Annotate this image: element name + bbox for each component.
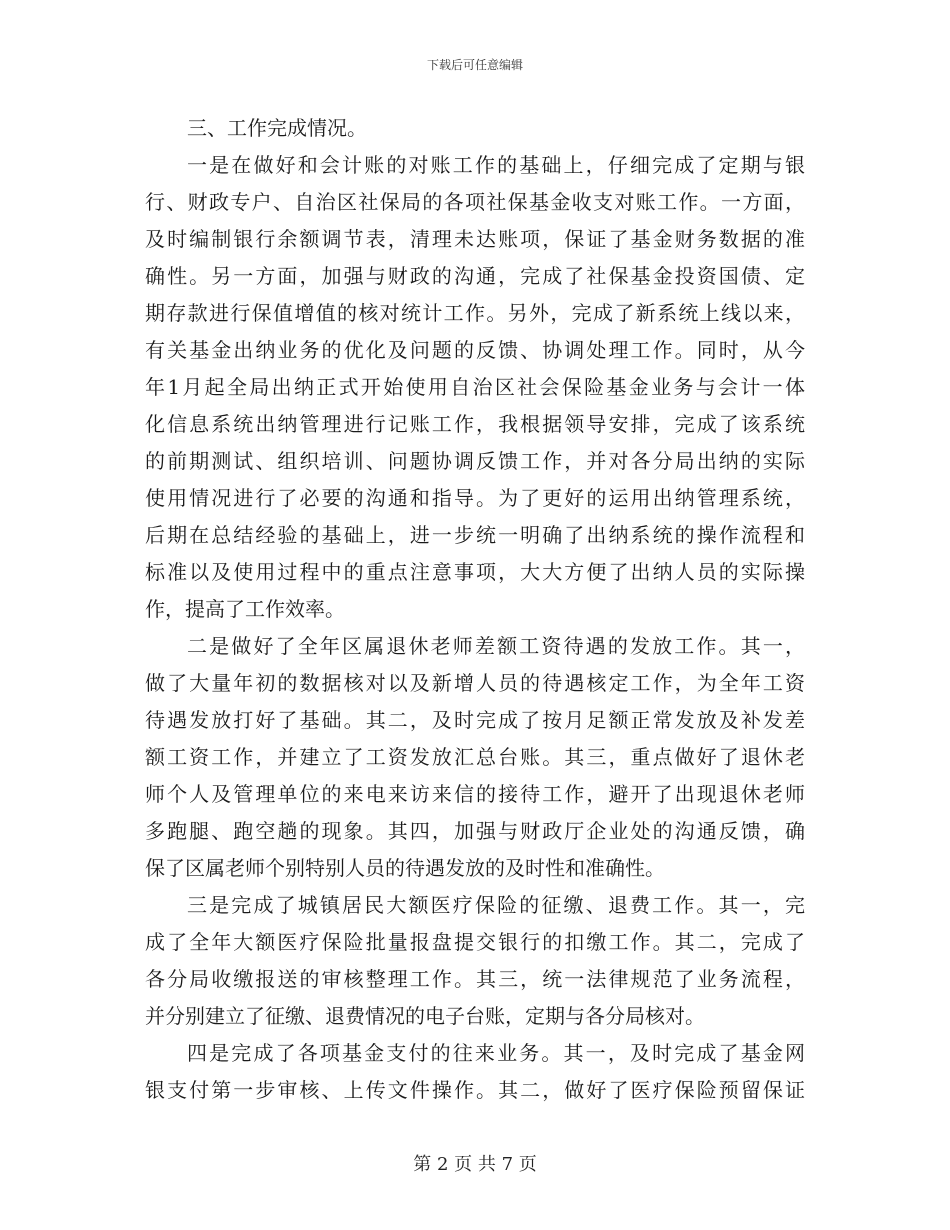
text-line: 期存款进行保值增值的核对统计工作。另外，完成了新系统上线以来， (145, 301, 805, 325)
text-line: 的前期测试、组织培训、问题协调反馈工作，并对各分局出纳的实际 (145, 449, 805, 473)
text-line: 有关基金出纳业务的优化及问题的反馈、协调处理工作。同时，从今 (145, 338, 805, 362)
text-line: 待遇发放打好了基础。其二，及时完成了按月足额正常发放及补发差 (145, 708, 805, 732)
text-line: 成了全年大额医疗保险批量报盘提交银行的扣缴工作。其二，完成了 (145, 930, 805, 954)
text-line: 保了区属老师个别特别人员的待遇发放的及时性和准确性。 (145, 856, 665, 880)
text-line: 作，提高了工作效率。 (145, 597, 345, 621)
page-number: 第 2 页 共 7 页 (413, 1154, 537, 1175)
text-line: 及时编制银行余额调节表，清理未达账项，保证了基金财务数据的准 (145, 227, 805, 251)
header-note: 下载后可任意编辑 (426, 58, 523, 72)
text-line: 做了大量年初的数据核对以及新增人员的待遇核定工作，为全年工资 (145, 671, 805, 695)
text-line: 四是完成了各项基金支付的往来业务。其一，及时完成了基金网 (187, 1041, 805, 1065)
text-line: 各分局收缴报送的审核整理工作。其三，统一法律规范了业务流程， (145, 967, 805, 991)
text-line: 行、财政专户、自治区社保局的各项社保基金收支对账工作。一方面， (145, 190, 805, 214)
text-line: 年1月起全局出纳正式开始使用自治区社会保险基金业务与会计一体 (145, 375, 805, 399)
text-line: 师个人及管理单位的来电来访来信的接待工作，避开了出现退休老师 (145, 782, 805, 806)
text-line: 后期在总结经验的基础上，进一步统一明确了出纳系统的操作流程和 (145, 523, 805, 547)
text-line: 标准以及使用过程中的重点注意事项，大大方便了出纳人员的实际操 (145, 560, 805, 584)
text-line: 确性。另一方面，加强与财政的沟通，完成了社保基金投资国债、定 (145, 264, 805, 288)
document-body (145, 110, 805, 1109)
text-line: 三、工作完成情况。 (187, 116, 367, 140)
text-line: 多跑腿、跑空趟的现象。其四，加强与财政厅企业处的沟通反馈，确 (145, 819, 805, 843)
text-line: 三是完成了城镇居民大额医疗保险的征缴、退费工作。其一，完 (187, 893, 805, 917)
text-line: 化信息系统出纳管理进行记账工作，我根据领导安排，完成了该系统 (145, 412, 805, 436)
text-line: 并分别建立了征缴、退费情况的电子台账，定期与各分局核对。 (145, 1004, 705, 1028)
text-line: 二是做好了全年区属退休老师差额工资待遇的发放工作。其一， (187, 634, 805, 658)
text-line: 银支付第一步审核、上传文件操作。其二，做好了医疗保险预留保证 (145, 1078, 805, 1102)
text-line: 一是在做好和会计账的对账工作的基础上，仔细完成了定期与银 (187, 153, 805, 177)
text-line: 使用情况进行了必要的沟通和指导。为了更好的运用出纳管理系统， (145, 486, 805, 510)
text-line: 额工资工作，并建立了工资发放汇总台账。其三，重点做好了退休老 (145, 745, 805, 769)
